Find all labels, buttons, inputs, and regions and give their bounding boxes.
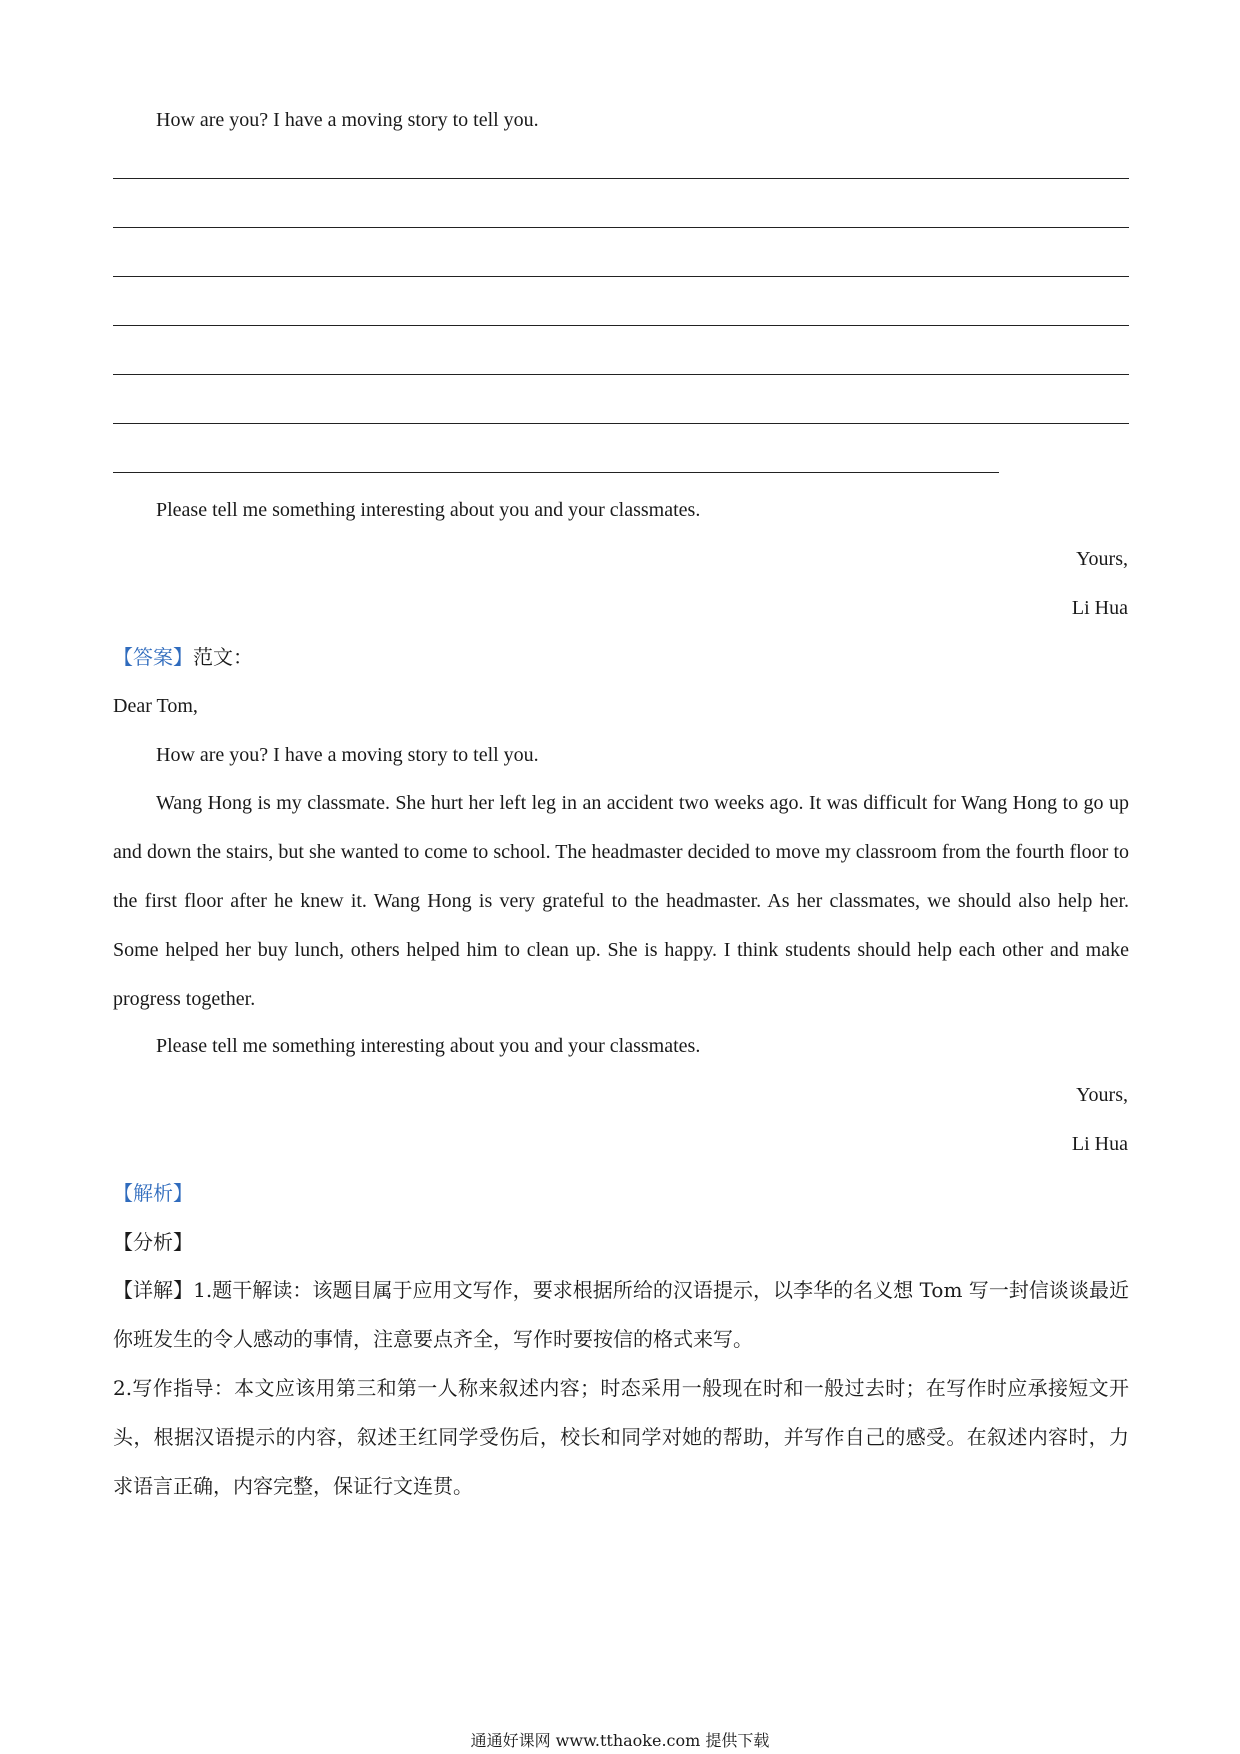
answer-label-suffix: 范文： [193,645,253,669]
answer-salutation: Dear Tom, [113,695,198,717]
writing-line [113,374,1129,375]
analysis-point-1 [113,1266,1129,1364]
template-opening: How are you? I have a moving story to tell you. [156,109,539,131]
writing-line [113,472,999,473]
analysis-point-2-text: 2.写作指导：本文应该用第三和第一人称来叙述内容；时态采用一般现在时和一般过去时；在写作时应承接短文开头，根据汉语提示的内容，叙述王红同学受伤后，校长和同学对她的帮助，并写作自己的感受。在叙述内容时，力求语言正确，内容完整，保证行文连贯。 [113,1376,1129,1498]
answer-heading [113,644,253,670]
writing-line [113,178,1129,179]
template-sign-off: Yours, [1076,548,1128,570]
answer-closing: Please tell me something interesting about you and your classmates. [156,1035,701,1057]
answer-opening: How are you? I have a moving story to tell you. [156,744,539,766]
writing-line [113,325,1129,326]
page-footer: 通通好课网 www.tthaoke.com 提供下载 [470,1731,770,1750]
answer-body-text: Wang Hong is my classmate. She hurt her left leg in an accident two weeks ago. It was difficult for Wang Hong to go up and down the stairs, but she wanted to come to school. The headmaster decided to move my classroom from the fourth floor to the first floor after he knew it. Wang Hong is very grateful to the headmaster. As her classmates, we should also help her. Some helped her buy lunch, others helped him to clean up. She is happy. I think students should help each other and make progress together. [113,792,1129,1010]
analysis-sub-label: 【分析】 [113,1230,193,1254]
answer-sign-off: Yours, [1076,1084,1128,1106]
template-closing: Please tell me something interesting about you and your classmates. [156,499,701,521]
writing-line [113,276,1129,277]
analysis-point-1-text: 1.题干解读：该题目属于应用文写作，要求根据所给的汉语提示，以李华的名义想 Tom 写一封信谈谈最近你班发生的令人感动的事情，注意要点齐全，写作时要按信的格式来写。 [113,1278,1130,1351]
answer-signature: Li Hua [1071,1133,1128,1155]
analysis-point-2 [113,1364,1129,1511]
writing-line [113,423,1129,424]
answer-label: 【答案】 [113,645,193,669]
analysis-label: 【解析】 [113,1181,193,1205]
template-signature: Li Hua [1071,597,1128,619]
detail-label: 【详解】 [113,1278,194,1302]
answer-body [113,779,1129,1024]
writing-line [113,227,1129,228]
